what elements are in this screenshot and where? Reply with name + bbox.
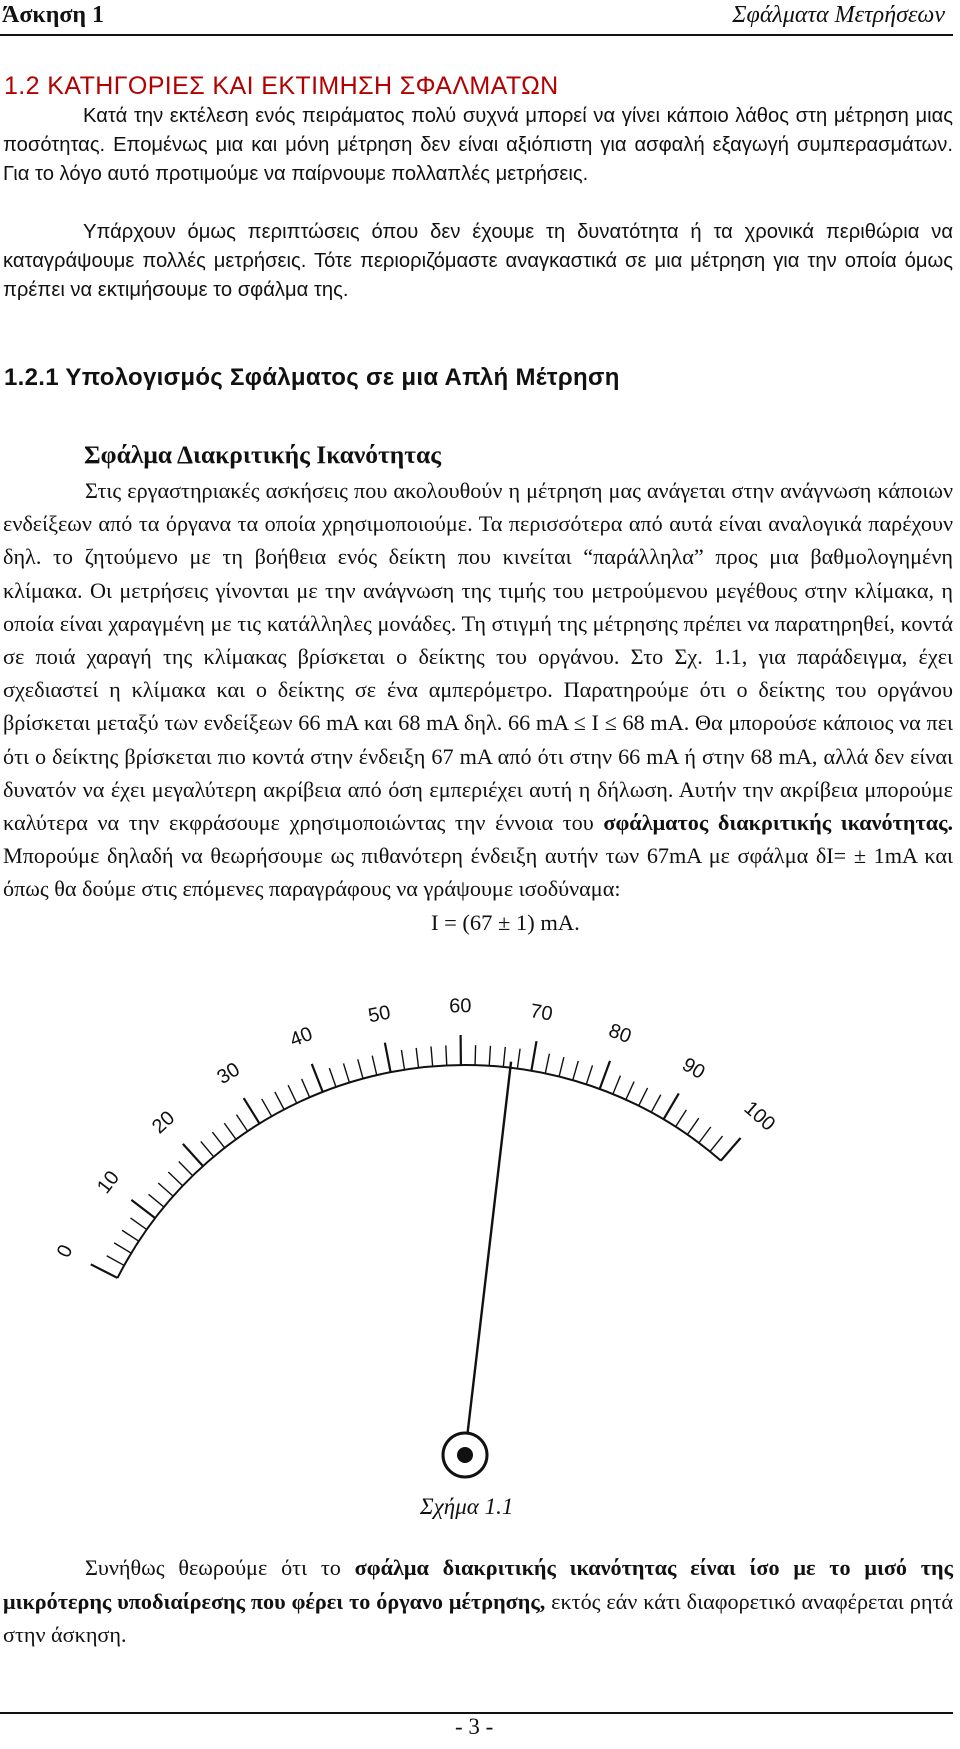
minor-tick xyxy=(699,1127,711,1143)
minor-tick xyxy=(158,1183,173,1196)
minor-tick xyxy=(401,1050,404,1070)
minor-tick xyxy=(446,1045,447,1065)
minor-tick xyxy=(586,1065,592,1084)
scale-label: 50 xyxy=(366,1001,393,1028)
minor-tick xyxy=(236,1115,247,1132)
minor-tick xyxy=(107,1256,124,1266)
minor-tick xyxy=(559,1057,564,1076)
major-tick xyxy=(600,1061,610,1089)
closing-paragraph xyxy=(3,1551,953,1652)
major-tick xyxy=(385,1043,391,1072)
minor-tick xyxy=(212,1132,224,1148)
body-text: Στις εργαστηριακές ασκήσεις που ακολουθούν η μέτρηση μας ανάγεται στην ανάγνωση κάποιων ενδείξεων από τα όργανα τα οποία χρησιμοποιούμε. Τα περισσότερα από αυτά είναι αναλογικά παρέχουν δηλ. το ζητούμενο με τη βοήθεια ενός δείκτη που κινείται “παράλληλα” προς μια βαθμολογημένη κλίμακα. Οι μετρήσεις γίνονται με την ανάγνωση της τιμής του μετρούμενου μεγέθους στην κλίμακα, η οποία είναι χαραγμένη με τις κατάλληλες μονάδες. Τη στιγμή της μέτρησης πρέπει να παρατηρηθεί, κοντά σε ποιά χαραγή της κλίμακας βρίσκεται ο δείκτης του οργάνου. Στο Σχ. 1.1, για παράδειγμα, έχει σχεδιαστεί η κλίμακα και ο δείκτης σε ένα αμπερόμετρο. Παρατηρούμε ότι ο δείκτης του οργάνου βρίσκεται μεταξύ των ενδείξεων 66 mA και 68 mA δηλ. 66 mA ≤ I ≤ 68 mA. Θα μπορούσε κάποιος να πει ότι ο δείκτης βρίσκεται πιο κοντά στην ένδειξη 67 mA από ότι στην 66 mA ή στην 68 mA, αλλά δεν είναι δυνατόν να έχει μεγαλύτερη ακρίβεια από όση εμπεριέχει αυτή η δήλωση. Αυτήν την ακρίβεια μπορούμε καλύτερα να την εκφράσουμε χρησιμοποιώντας την έννοια του xyxy=(3,478,953,836)
scale-label: 70 xyxy=(528,1000,555,1026)
intro-paragraph-1-text: Κατά την εκτέλεση ενός πειράματος πολύ συχνά μπορεί να γίνει κάποιο λάθος στη μέτρηση μιας ποσότητας. Επομένως μια και μόνη μέτρηση δεν είναι αξιόπιστη για ασφαλή εξαγωγή συμπερασμάτων. Για το λόγο αυτό προτιμούμε να παίρνουμε πολλαπλές μετρήσεις. xyxy=(3,105,953,185)
scale-label: 10 xyxy=(93,1166,125,1198)
ammeter-scale-figure xyxy=(52,960,780,1490)
minor-tick xyxy=(475,1045,476,1065)
scale-label: 30 xyxy=(213,1058,244,1089)
minor-tick xyxy=(201,1141,214,1156)
page-number: - 3 - xyxy=(455,1714,494,1739)
minor-tick xyxy=(489,1046,490,1066)
intro-paragraph-2-text: Υπάρχουν όμως περιπτώσεις όπου δεν έχουμε τη δυνατότητα ή τα χρονικά περιθώρια να καταγράψουμε πολλές μετρήσεις. Τότε περιοριζόμαστε αναγκαστικά σε μια μέτρηση για την οποία όμως πρέπει να εκτιμήσουμε το σφάλμα της. xyxy=(3,221,953,301)
minor-tick xyxy=(275,1092,284,1110)
minor-tick xyxy=(639,1088,648,1106)
minor-tick xyxy=(179,1161,193,1175)
scale-label: 90 xyxy=(678,1053,709,1084)
page-header xyxy=(0,0,953,36)
minor-tick xyxy=(168,1172,182,1186)
scale-label: 40 xyxy=(286,1022,316,1052)
minor-tick xyxy=(676,1110,687,1127)
figure-caption: Σχήμα 1.1 xyxy=(420,1494,514,1519)
body-text-tail: Μπορούμε δηλαδή να θεωρήσουμε ως πιθανότερη ένδειξη αυτήν των 67mA με σφάλμα δI= ± 1mA και όπως θα δούμε στις επόμενες παραγράφους να γράψουμε ισοδύναμα: xyxy=(3,843,953,902)
major-tick xyxy=(531,1041,536,1071)
minor-tick xyxy=(573,1061,579,1080)
pivot-center xyxy=(457,1447,473,1463)
scale-arc xyxy=(118,1065,721,1278)
minor-tick xyxy=(149,1194,164,1207)
minor-tick xyxy=(626,1082,634,1100)
major-tick xyxy=(664,1093,679,1119)
minor-tick xyxy=(302,1079,310,1097)
header-exercise-label: Άσκηση 1 xyxy=(2,2,105,28)
minor-tick xyxy=(687,1118,698,1134)
minor-tick xyxy=(613,1076,621,1095)
major-tick xyxy=(244,1098,260,1123)
minor-tick xyxy=(710,1136,723,1152)
scale-label: 20 xyxy=(147,1106,180,1139)
subsection-title: 1.2.1 Υπολογισμός Σφάλματος σε μια Απλή Μέτρηση xyxy=(4,364,620,391)
minor-tick xyxy=(329,1068,336,1087)
closing-bold-rule: σφάλμα διακριτικής ικανότητας είναι ίσο με το μισό της μικρότερης υποδιαίρεσης που φέρει το όργανο μέτρησης, xyxy=(3,1555,953,1614)
section-title: 1.2 ΚΑΤΗΓΟΡΙΕΣ ΚΑΙ ΕΚΤΙΜΗΣΗ ΣΦΑΛΜΑΤΩΝ xyxy=(4,72,559,100)
header-topic-label: Σφάλματα Μετρήσεων xyxy=(732,2,945,28)
scale-label: 0 xyxy=(52,1241,78,1262)
minor-tick xyxy=(372,1056,377,1075)
minor-tick xyxy=(224,1123,236,1139)
minor-tick xyxy=(416,1048,418,1068)
minor-tick xyxy=(503,1047,505,1067)
intro-paragraph-1 xyxy=(3,102,953,189)
minor-tick xyxy=(130,1218,146,1230)
minor-tick xyxy=(545,1054,549,1074)
minor-tick xyxy=(288,1085,297,1103)
major-tick xyxy=(721,1138,741,1161)
equation: I = (67 ± 1) mA. xyxy=(431,910,580,935)
scale-label: 100 xyxy=(739,1097,780,1136)
scale-label: 60 xyxy=(449,995,472,1018)
needle xyxy=(468,1062,512,1433)
body-paragraph xyxy=(3,474,953,906)
closing-text-2: εκτός εάν κάτι διαφορετικό αναφέρεται ρητά στην άσκηση. xyxy=(3,1588,953,1647)
minor-tick xyxy=(517,1049,520,1069)
minor-tick xyxy=(431,1046,433,1066)
minor-tick xyxy=(343,1063,349,1082)
scale-label: 80 xyxy=(605,1019,635,1049)
closing-text-1: Συνήθως θεωρούμε ότι το xyxy=(85,1555,355,1580)
subheading: Σφάλμα Διακριτικής Ικανότητας xyxy=(84,440,441,469)
major-tick xyxy=(183,1144,203,1166)
major-tick xyxy=(131,1200,155,1218)
major-tick xyxy=(312,1064,323,1092)
minor-tick xyxy=(651,1095,661,1113)
minor-tick xyxy=(114,1243,131,1253)
body-bold-term: σφάλματος διακριτικής ικανότητας. xyxy=(603,810,953,836)
intro-paragraph-2 xyxy=(3,218,953,305)
minor-tick xyxy=(122,1230,139,1241)
minor-tick xyxy=(358,1059,363,1078)
major-tick xyxy=(91,1264,118,1278)
minor-tick xyxy=(262,1099,272,1116)
